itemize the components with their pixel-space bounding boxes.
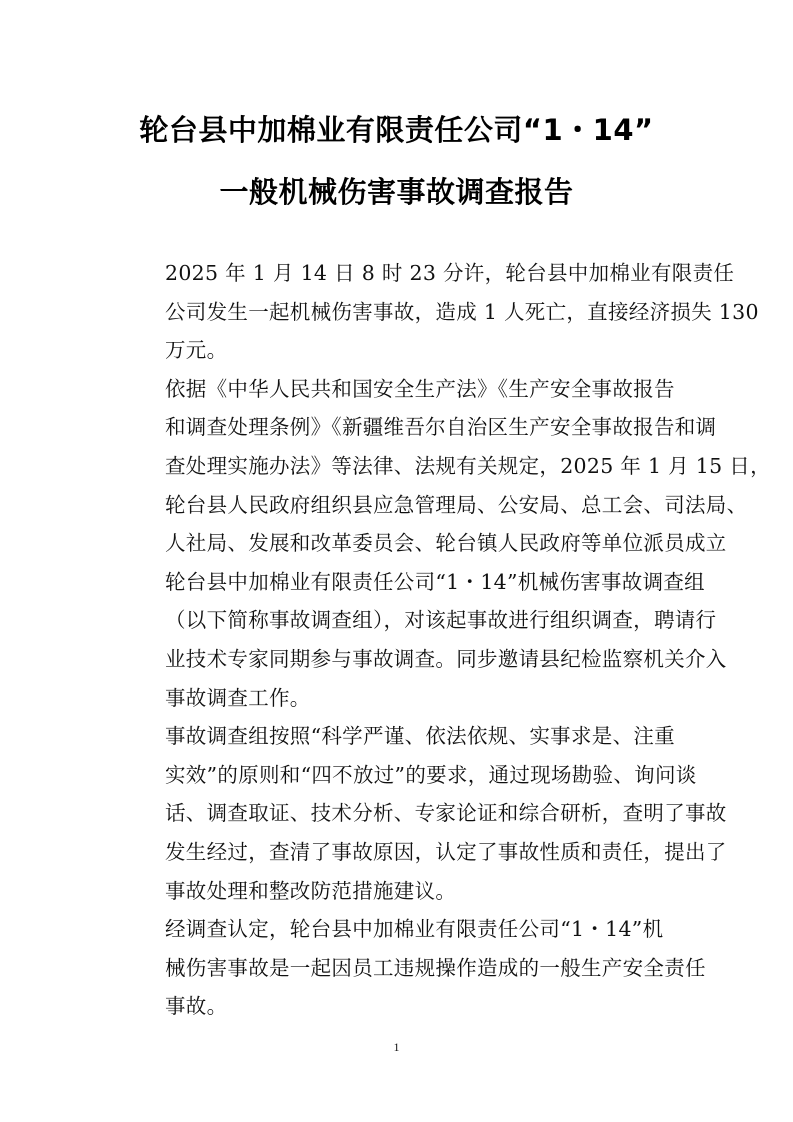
text-line: 事故调查组按照“科学严谨、依法依规、实事求是、注重 [165, 724, 675, 749]
text-line: 业技术专家同期参与事故调查。同步邀请县纪检监察机关介入 [165, 646, 727, 671]
text-line: 实效”的原则和“四不放过”的要求，通过现场勘验、询问谈 [165, 762, 697, 787]
text-line: 轮台县人民政府组织县应急管理局、公安局、总工会、司法局、 [165, 492, 748, 517]
report-body [124, 254, 771, 1026]
page-number: 1 [393, 1040, 400, 1054]
text-line: （以下简称事故调查组），对该起事故进行组织调查，聘请行 [165, 608, 717, 633]
text-line: 事故调查工作。 [165, 685, 311, 710]
paragraph [124, 254, 759, 370]
text-line: 公司发生一起机械伤害事故，造成 1 人死亡，直接经济损失 130 [165, 299, 759, 324]
text-line: 查处理实施办法》等法律、法规有关规定，2025 年 1 月 15 日， [165, 453, 771, 478]
text-line: 话、调查取证、技术分析、专家论证和综合研析，查明了事故 [165, 801, 727, 826]
paragraph [124, 910, 706, 1026]
text-line: 事故处理和整改防范措施建议。 [165, 878, 457, 903]
text-line: 轮台县中加棉业有限责任公司“1・14”机械伤害事故调查组 [165, 569, 705, 594]
report-title-line2: 一般机械伤害事故调查报告 [219, 175, 574, 209]
text-line: 械伤害事故是一起因员工违规操作造成的一般生产安全责任 [165, 955, 706, 980]
text-line: 事故。 [165, 994, 228, 1019]
paragraph [124, 370, 771, 717]
report-title-line1: 轮台县中加棉业有限责任公司“1・14” [139, 113, 654, 147]
text-line: 经调查认定，轮台县中加棉业有限责任公司“1・14”机 [165, 917, 664, 942]
text-line: 2025 年 1 月 14 日 8 时 23 分许，轮台县中加棉业有限责任 [165, 261, 735, 285]
text-line: 人社局、发展和改革委员会、轮台镇人民政府等单位派员成立 [165, 531, 727, 556]
text-line: 万元。 [165, 338, 228, 363]
text-line: 发生经过，查清了事故原因，认定了事故性质和责任，提出了 [165, 839, 727, 864]
paragraph [124, 717, 727, 910]
text-line: 依据《中华人民共和国安全生产法》《生产安全事故报告 [165, 376, 675, 401]
text-line: 和调查处理条例》《新疆维吾尔自治区生产安全事故报告和调 [165, 415, 717, 440]
